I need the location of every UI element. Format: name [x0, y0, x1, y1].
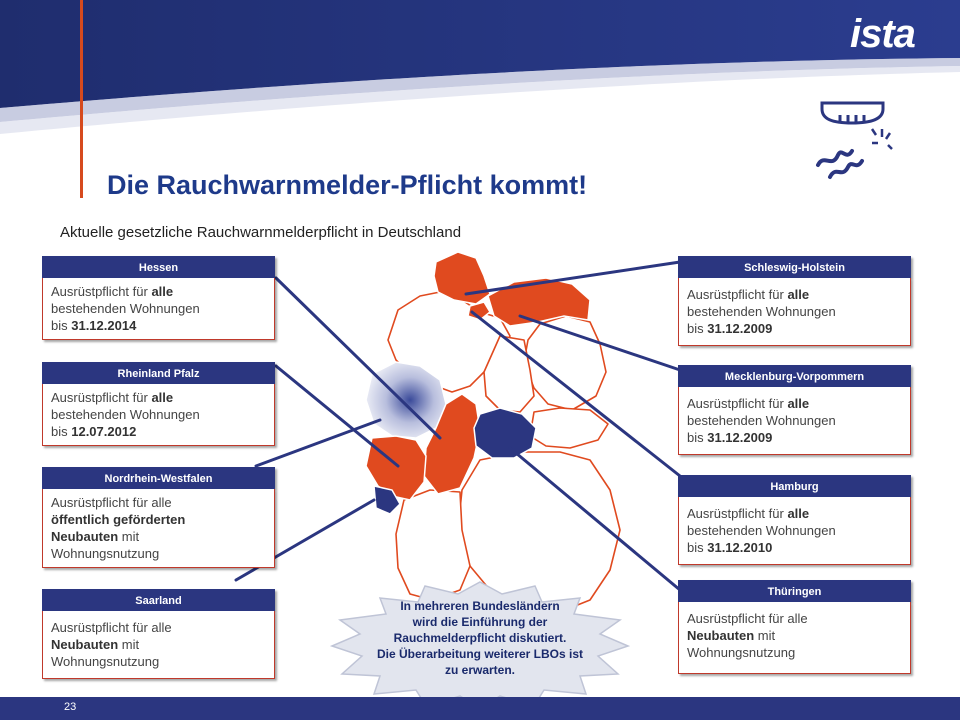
thueringen-line1: Ausrüstpflicht für alle: [687, 611, 808, 626]
card-body-thueringen: [678, 602, 911, 674]
thueringen-line2-bold: Neubauten: [687, 628, 755, 643]
callout-text: [340, 598, 620, 678]
card-hessen: [42, 256, 275, 340]
card-header-saarland: Saarland: [42, 589, 275, 611]
card-header-hessen: Hessen: [42, 256, 275, 278]
thueringen-line2: mit: [754, 628, 776, 643]
card-body-sh: [678, 278, 911, 346]
card-body-saarland: [42, 611, 275, 679]
page-subtitle: Aktuelle gesetzliche Rauchwarnmelderpflicht in Deutschland: [60, 224, 462, 241]
card-rheinland-pfalz: [42, 362, 275, 446]
page-number: 23: [64, 701, 77, 713]
card-body-nrw: [42, 489, 275, 568]
hessen-line1-bold: alle: [151, 284, 174, 299]
callout-line1: In mehreren Bundesländern: [400, 599, 560, 613]
card-header-sh: Schleswig-Holstein: [678, 256, 911, 278]
card-nordrhein-westfalen: [42, 467, 275, 568]
mv-date: 31.12.2009: [707, 430, 773, 445]
hamburg-line3: bis: [687, 540, 708, 555]
nrw-line1: Ausrüstpflicht für alle: [51, 495, 172, 510]
card-body-rheinland-pfalz: [42, 384, 275, 446]
sh-line1-bold: alle: [787, 287, 810, 302]
nrw-line3: mit: [118, 529, 140, 544]
nrw-line4: Wohnungsnutzung: [51, 546, 160, 561]
hamburg-date: 31.12.2010: [707, 540, 773, 555]
card-body-hessen: [42, 278, 275, 340]
card-header-nrw: Nordrhein-Westfalen: [42, 467, 275, 489]
rheinland-line3: bis: [51, 424, 72, 439]
rheinland-line2: bestehenden Wohnungen: [51, 407, 200, 422]
callout-line5: zu erwarten.: [444, 663, 516, 677]
hessen-line3: bis: [51, 318, 72, 333]
mv-line2: bestehenden Wohnungen: [687, 413, 836, 428]
hessen-date: 31.12.2014: [71, 318, 137, 333]
callout-line3: Rauchmelderpflicht diskutiert.: [393, 631, 567, 645]
rheinland-line1: Ausrüstpflicht für: [51, 390, 152, 405]
accent-line: [80, 0, 83, 198]
smoke-detector-icon: [810, 95, 895, 185]
card-hamburg: [678, 475, 911, 565]
mv-line1-bold: alle: [787, 396, 810, 411]
rheinland-line1-bold: alle: [151, 390, 174, 405]
callout-line4: Die Überarbeitung weiterer LBOs ist: [376, 647, 584, 661]
card-body-mv: [678, 387, 911, 455]
card-mecklenburg-vorpommern: [678, 365, 911, 455]
footer-bar: [0, 697, 960, 720]
sh-line1: Ausrüstpflicht für: [687, 287, 788, 302]
hamburg-line2: bestehenden Wohnungen: [687, 523, 836, 538]
rheinland-date: 12.07.2012: [71, 424, 137, 439]
card-header-hamburg: Hamburg: [678, 475, 911, 497]
saarland-line1: Ausrüstpflicht für alle: [51, 620, 172, 635]
hamburg-line1: Ausrüstpflicht für: [687, 506, 788, 521]
card-thueringen: [678, 580, 911, 674]
saarland-line2-bold: Neubauten: [51, 637, 119, 652]
nrw-line3-bold: Neubauten: [51, 529, 119, 544]
saarland-line2: mit: [118, 637, 140, 652]
sh-line3: bis: [687, 321, 708, 336]
card-header-thueringen: Thüringen: [678, 580, 911, 602]
page-title: Die Rauchwarnmelder-Pflicht kommt!: [107, 170, 588, 200]
hamburg-line1-bold: alle: [787, 506, 810, 521]
nrw-line2-bold: öffentlich geförderten: [51, 512, 186, 527]
hessen-line2: bestehenden Wohnungen: [51, 301, 200, 316]
card-body-hamburg: [678, 497, 911, 565]
map-sachsen: [530, 408, 608, 448]
saarland-line3: Wohnungsnutzung: [51, 654, 160, 669]
mv-line1: Ausrüstpflicht für: [687, 396, 788, 411]
card-schleswig-holstein: [678, 256, 911, 346]
ista-logo: ista: [850, 12, 915, 56]
card-saarland: [42, 589, 275, 679]
card-header-rheinland-pfalz: Rheinland Pfalz: [42, 362, 275, 384]
sh-date: 31.12.2009: [707, 321, 773, 336]
sh-line2: bestehenden Wohnungen: [687, 304, 836, 319]
map-thueringen: [474, 408, 536, 458]
mv-line3: bis: [687, 430, 708, 445]
card-header-mv: Mecklenburg-Vorpommern: [678, 365, 911, 387]
map-brandenburg: [524, 316, 606, 410]
callout-line2: wird die Einführung der: [412, 615, 548, 629]
thueringen-line3: Wohnungsnutzung: [687, 645, 796, 660]
hessen-line1: Ausrüstpflicht für: [51, 284, 152, 299]
